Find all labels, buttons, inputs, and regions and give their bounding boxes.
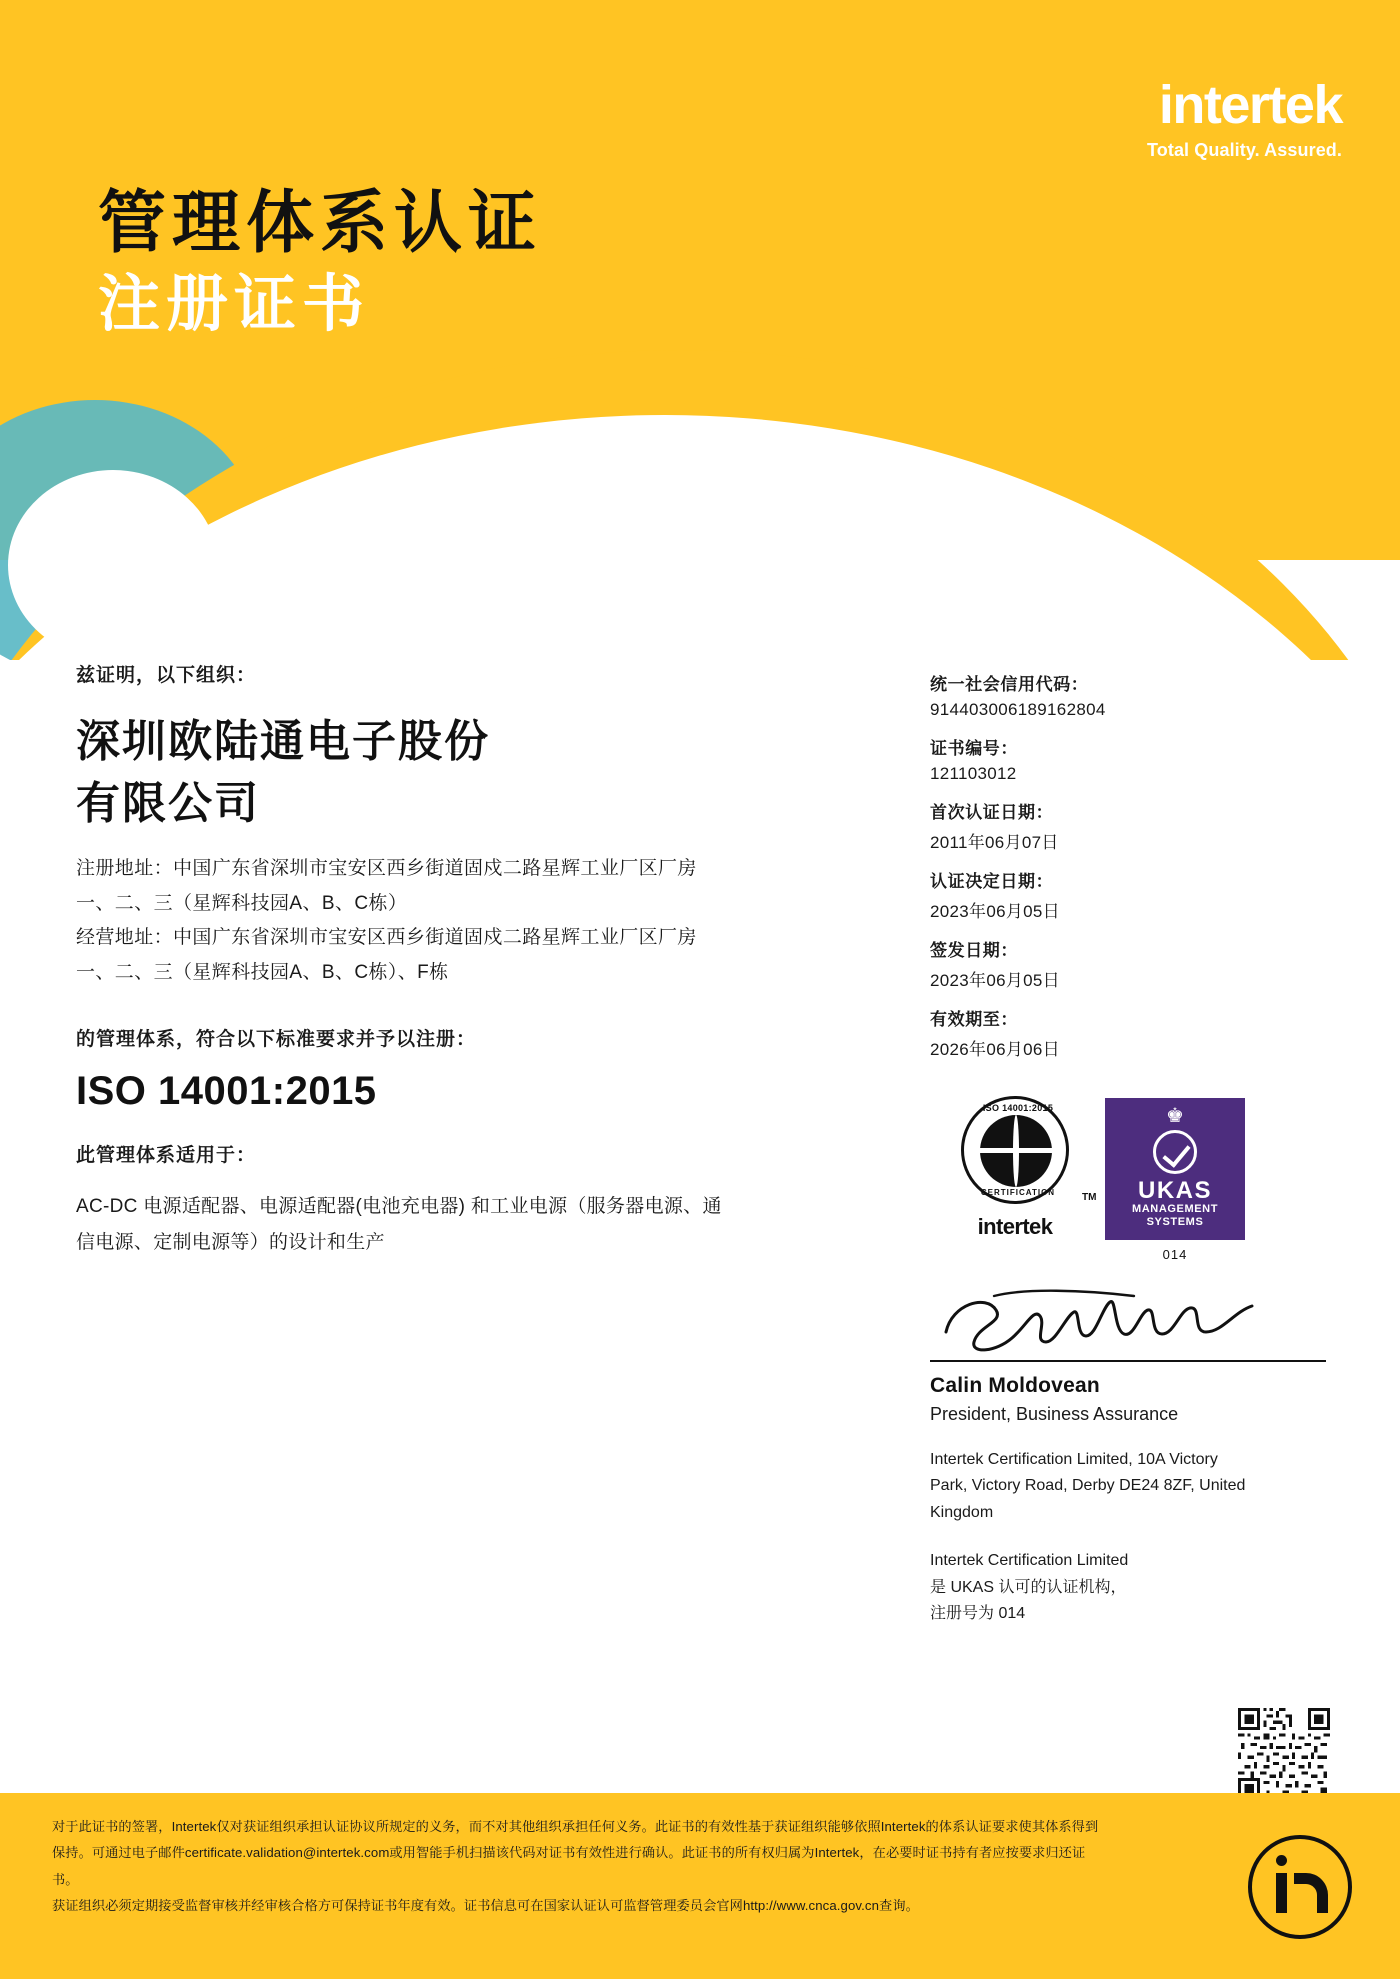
- signature-rule: [930, 1360, 1326, 1362]
- detail-value: 2026年06月06日: [930, 1040, 1060, 1059]
- detail-value: 2011年06月07日: [930, 833, 1059, 852]
- footer-paragraph-3: 书。: [52, 1871, 79, 1887]
- registered-address-line-1: 中国广东省深圳市宝安区西乡街道固戍二路星辉工业厂区厂房: [173, 857, 697, 879]
- certificate-header: [0, 0, 1400, 660]
- intertek-logo: [1147, 75, 1342, 161]
- trademark-symbol: TM: [1082, 1192, 1097, 1203]
- footer-paragraph-4: 获证组织必须定期接受监督审核并经审核合格方可保持证书年度有效。证书信息可在国家认证认可监督管理委员会官网http://www.cnca.gov.cn查询。: [52, 1898, 919, 1914]
- organization-name-line-1: 深圳欧陆通电子股份: [76, 716, 490, 767]
- check-icon: [1153, 1130, 1197, 1174]
- issuer-address-line-1: Intertek Certification Limited, 10A Victory: [930, 1451, 1218, 1468]
- accreditation-line-2: 是 UKAS 认可的认证机构，: [930, 1578, 1127, 1596]
- organization-name-line-2: 有限公司: [76, 778, 260, 830]
- logo-dot: [1276, 1855, 1287, 1866]
- title-line-1: 管理体系认证: [98, 184, 543, 263]
- operating-address-row-1: [76, 921, 876, 956]
- footer-disclaimer: [52, 1815, 1212, 1921]
- intertek-certification-mark: [940, 1096, 1090, 1240]
- detail-credit-code: [930, 670, 1330, 720]
- accreditation-marks: [930, 1096, 1330, 1276]
- registered-address-line-2: 一、二、三（星辉科技园A、B、C栋）: [76, 892, 408, 914]
- detail-valid-until: [930, 1005, 1330, 1060]
- brand-wordmark: intertek: [1158, 75, 1342, 135]
- qr-code[interactable]: [1238, 1708, 1330, 1800]
- certificate-body: [0, 660, 1400, 1800]
- issuer-address-line-2: Park, Victory Road, Derby DE24 8ZF, United: [930, 1477, 1246, 1495]
- registered-address-row-1: [76, 852, 876, 887]
- mark-standard-text: ISO 14001:2015: [982, 1103, 1054, 1113]
- accreditation-statement: [930, 1548, 1260, 1627]
- ukas-number: 014: [1162, 1247, 1188, 1262]
- page-title: [98, 185, 542, 341]
- signatory-role: President, Business Assurance: [930, 1404, 1179, 1424]
- detail-label: 认证决定日期：: [930, 872, 1054, 891]
- logo-arc: [1294, 1873, 1328, 1913]
- ukas-sub-line-2: SYSTEMS: [1146, 1216, 1204, 1229]
- detail-label: 有效期至：: [930, 1010, 1018, 1029]
- issuer-address-line-3: Kingdom: [930, 1503, 994, 1521]
- standard-name: ISO 14001:2015: [76, 1069, 377, 1114]
- certificate-main-column: [76, 660, 876, 1261]
- detail-value: 914403006189162804: [930, 700, 1106, 719]
- organization-name: [76, 711, 876, 836]
- ukas-wordmark: UKAS: [1137, 1177, 1212, 1204]
- detail-value: 2023年06月05日: [930, 902, 1060, 921]
- scope-intro: 此管理体系适用于：: [76, 1145, 257, 1167]
- scope-description: [76, 1189, 866, 1261]
- scope-line-2: 信电源、定制电源等）的设计和生产: [76, 1232, 385, 1254]
- ukas-sub-line-1: MANAGEMENT: [1131, 1203, 1219, 1216]
- detail-label: 证书编号：: [930, 739, 1018, 758]
- globe-inner-shape: [980, 1115, 1052, 1187]
- mark-certification-text: CERTIFICATION: [980, 1188, 1056, 1197]
- ukas-mark: [1105, 1098, 1245, 1262]
- registered-address-label: 注册地址：: [76, 857, 174, 879]
- standard-intro: 的管理体系，符合以下标准要求并予以注册：: [76, 1029, 477, 1051]
- detail-value: 121103012: [930, 764, 1017, 783]
- certificate-details-column: [930, 670, 1330, 1627]
- issuer-address: [930, 1447, 1260, 1526]
- accreditation-line-1: Intertek Certification Limited: [930, 1552, 1129, 1570]
- operating-address-line-1: 中国广东省深圳市宝安区西乡街道固戍二路星辉工业厂区厂房: [173, 927, 697, 949]
- certificate-footer: [0, 1793, 1400, 1979]
- footer-paragraph-2: 保持。可通过电子邮件certificate.validation@intertek.com或用智能手机扫描该代码对证书有效性进行确认。此证书的所有权归属为Intertek，在必要时证书持有者应按要求归还证: [52, 1845, 1086, 1861]
- intertek-circle-icon: [1248, 1835, 1352, 1939]
- signature-image: [934, 1286, 1264, 1358]
- globe-icon: [961, 1096, 1069, 1204]
- signatory-name: Calin Moldovean: [930, 1374, 1100, 1397]
- detail-certificate-number: [930, 734, 1330, 784]
- title-line-2: 注册证书: [98, 266, 371, 340]
- signature-block: [930, 1286, 1330, 1627]
- crown-icon: ♚: [1166, 1105, 1184, 1127]
- addresses: [76, 852, 876, 990]
- detail-label: 签发日期：: [930, 941, 1018, 960]
- detail-initial-certification-date: [930, 798, 1330, 853]
- detail-issue-date: [930, 936, 1330, 991]
- detail-label: 统一社会信用代码：: [930, 675, 1089, 694]
- accreditation-line-3: 注册号为 014: [930, 1604, 1026, 1622]
- detail-certification-decision-date: [930, 867, 1330, 922]
- scope-line-1: AC-DC 电源适配器、电源适配器(电池充电器) 和工业电源（服务器电源、通: [76, 1196, 722, 1218]
- logo-stem: [1276, 1873, 1287, 1913]
- footer-paragraph-1: 对于此证书的签署，Intertek仅对获证组织承担认证协议所规定的义务，而不对其他组织承担任何义务。此证书的有效性基于获证组织能够依照Intertek的体系认证要求使其体系得到: [52, 1819, 1099, 1834]
- operating-address-label: 经营地址：: [76, 927, 174, 949]
- intro-text: 兹证明，以下组织：: [76, 665, 257, 686]
- mark-brand-word: intertek: [977, 1214, 1053, 1239]
- operating-address-line-2: 一、二、三（星辉科技园A、B、C栋）、F栋: [76, 961, 449, 983]
- detail-label: 首次认证日期：: [930, 803, 1054, 822]
- brand-tagline: Total Quality. Assured.: [1147, 140, 1342, 160]
- detail-value: 2023年06月05日: [930, 971, 1060, 990]
